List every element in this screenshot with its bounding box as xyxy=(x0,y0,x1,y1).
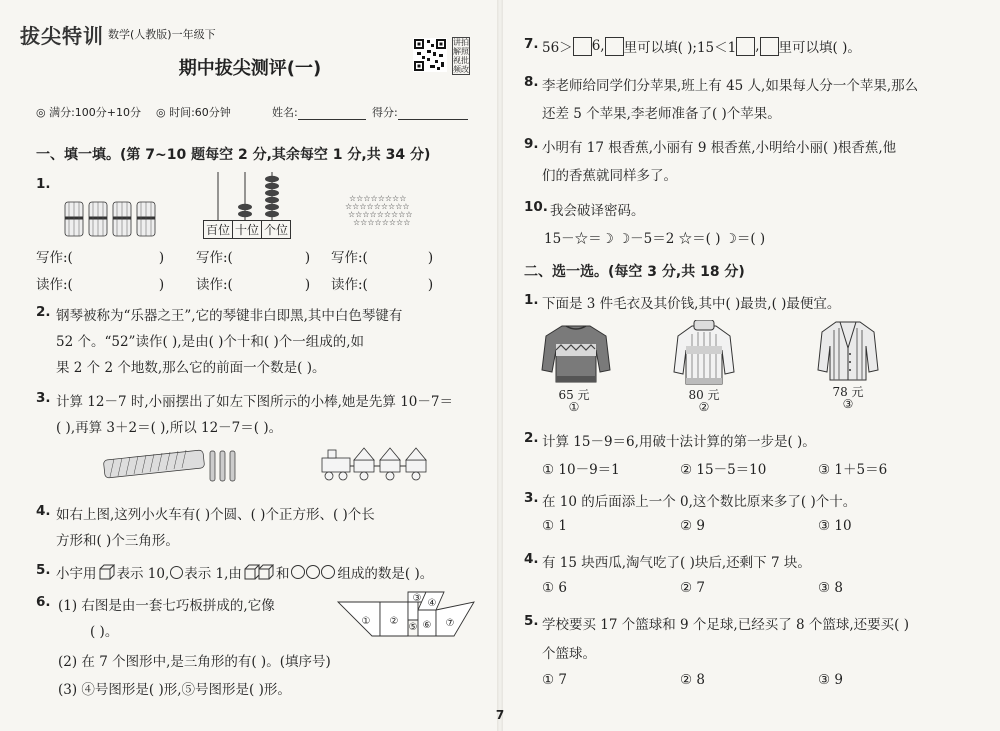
stick-bundles-image xyxy=(62,200,162,240)
q6-line1: (1) 右图是由一套七巧板拼成的,它像 xyxy=(58,598,275,614)
answer-box xyxy=(760,37,779,56)
time-info: ◎ 时间:60分钟 xyxy=(156,106,231,119)
svg-text:☆☆☆☆☆☆☆☆: ☆☆☆☆☆☆☆☆ xyxy=(349,194,407,203)
s2-q4-line1: 有 15 块西瓜,淘气吃了( )块后,还剩下 7 块。 xyxy=(542,555,811,571)
sticks-image xyxy=(100,447,240,483)
q6-number: 6. xyxy=(36,594,51,610)
score-field[interactable] xyxy=(372,104,468,120)
option-1-label: ① xyxy=(568,400,580,414)
stars-group-image xyxy=(345,192,420,228)
s2-q2-line1: 计算 15－9＝6,用破十法计算的第一步是( )。 xyxy=(542,434,816,450)
tangram-label-3: ③ xyxy=(412,593,422,604)
answer-box xyxy=(736,37,755,56)
q6-line4: (3) ④号图形是( )形,⑤号图形是( )形。 xyxy=(58,682,291,698)
s2-q3-line1: 在 10 的后面添上一个 0,这个数比原来多了( )个十。 xyxy=(542,494,857,510)
q9-line2: 们的香蕉就同样多了。 xyxy=(542,168,677,184)
page-title: 期中拔尖测评(一) xyxy=(178,58,322,79)
s2-q4-number: 4. xyxy=(524,551,539,567)
tangram-label-1: ① xyxy=(361,616,371,627)
section2-heading: 二、选一选。(每空 3 分,共 18 分) xyxy=(524,264,745,280)
right-page xyxy=(500,0,1000,731)
q10-line1: 我会破译密码。 xyxy=(550,203,645,219)
q3-line2: ( ),再算 3＋2＝( ),所以 12－7＝( )。 xyxy=(56,420,283,436)
s2-q5-number: 5. xyxy=(524,613,539,629)
tangram-label-7: ⑦ xyxy=(445,618,455,629)
q1-write-c: 写作:( ) xyxy=(331,250,434,266)
q9-number: 9. xyxy=(524,136,539,152)
q9-line1: 小明有 17 根香蕉,小丽有 9 根香蕉,小明给小丽( )根香蕉,他 xyxy=(542,140,897,156)
price-3: 78 元 xyxy=(832,385,864,399)
three-circles-icon xyxy=(291,565,335,579)
s2-q5-option-2[interactable]: ② 8 xyxy=(680,672,705,688)
name-label: 姓名: xyxy=(272,106,298,119)
s2-q3-number: 3. xyxy=(524,490,539,506)
train-image xyxy=(318,446,436,482)
q6-line2: ( )。 xyxy=(90,624,119,640)
two-cubes-icon xyxy=(244,564,274,580)
s2-q5-line1: 学校要买 17 个篮球和 9 个足球,已经买了 8 个篮球,还要买( ) xyxy=(542,617,910,633)
s2-q5-option-1[interactable]: ① 7 xyxy=(542,672,567,688)
abacus-label-ones: 个位 xyxy=(264,223,289,237)
page-number: 7 xyxy=(495,708,505,722)
section1-heading: 一、填一填。(第 7~10 题每空 2 分,其余每空 1 分,共 34 分) xyxy=(36,147,431,163)
q2-line1: 钢琴被称为“乐器之王”,它的琴键非白即黑,其中白色琴键有 xyxy=(56,308,403,324)
q2-line2: 52 个。“52”读作( ),是由( )个十和( )个一组成的,如 xyxy=(56,334,365,350)
s2-q4-option-1[interactable]: ① 6 xyxy=(542,580,567,596)
s2-q2-number: 2. xyxy=(524,430,539,446)
subject-label: 数学(人教版)一年级下 xyxy=(108,28,216,41)
q5-number: 5. xyxy=(36,562,51,578)
abacus-label-tens: 十位 xyxy=(233,221,262,238)
answer-box xyxy=(573,37,592,56)
q1-number: 1. xyxy=(36,176,51,192)
q4-line2: 方形和( )个三角形。 xyxy=(56,533,179,549)
q1-write-a: 写作:( ) xyxy=(36,250,165,266)
q3-line1: 计算 12－7 时,小丽摆出了如左下图所示的小棒,她是先算 10－7＝ xyxy=(56,394,453,410)
qr-label: 讲拍解照视批频改 xyxy=(453,38,469,74)
score-label: 得分: xyxy=(372,106,398,119)
abacus-label-hundreds: 百位 xyxy=(204,221,233,238)
answer-box xyxy=(605,37,624,56)
s2-q4-option-2[interactable]: ② 7 xyxy=(680,580,705,596)
cube-icon xyxy=(99,564,115,580)
s2-q3-option-2[interactable]: ② 9 xyxy=(680,518,705,534)
q10-line2: 15－☆＝☽ ☽－5＝2 ☆＝( ) ☽＝( ) xyxy=(544,231,766,247)
q10-number: 10. xyxy=(524,199,548,215)
q2-line3: 果 2 个 2 个地数,那么它的前面一个数是( )。 xyxy=(56,360,326,376)
q3-number: 3. xyxy=(36,390,51,406)
svg-text:☆☆☆☆☆☆☆☆☆: ☆☆☆☆☆☆☆☆☆ xyxy=(345,202,410,211)
s2-q1-number: 1. xyxy=(524,292,539,308)
q6-line3: (2) 在 7 个图形中,是三角形的有( )。(填序号) xyxy=(58,654,331,670)
tangram-label-4: ④ xyxy=(427,598,437,609)
q1-read-b: 读作:( ) xyxy=(196,277,311,293)
s2-q5-line2: 个篮球。 xyxy=(542,646,596,662)
s2-q1-line1: 下面是 3 件毛衣及其价钱,其中( )最贵,( )最便宜。 xyxy=(542,296,841,312)
abacus-image xyxy=(200,170,292,220)
abacus-place-labels xyxy=(203,220,291,239)
option-3-label: ③ xyxy=(842,397,854,411)
svg-text:☆☆☆☆☆☆☆☆: ☆☆☆☆☆☆☆☆ xyxy=(353,218,411,227)
option-2-label: ② xyxy=(698,400,710,414)
q8-number: 8. xyxy=(524,74,539,90)
s2-q4-option-3[interactable]: ③ 8 xyxy=(818,580,843,596)
sweater-2-image xyxy=(672,320,736,386)
price-1: 65 元 xyxy=(558,388,590,402)
q8-line1: 李老师给同学们分苹果,班上有 45 人,如果每人分一个苹果,那么 xyxy=(542,78,919,94)
q1-read-c: 读作:( ) xyxy=(331,277,434,293)
q4-line1: 如右上图,这列小火车有( )个圆、( )个正方形、( )个长 xyxy=(56,507,375,523)
tangram-boat-image xyxy=(336,590,476,638)
s2-q5-option-3[interactable]: ③ 9 xyxy=(818,672,843,688)
q4-number: 4. xyxy=(36,503,51,519)
unit-circle-icon xyxy=(170,566,183,579)
q8-line2: 还差 5 个苹果,李老师准备了( )个苹果。 xyxy=(542,106,781,122)
tangram-label-6: ⑥ xyxy=(422,620,432,631)
price-2: 80 元 xyxy=(688,388,720,402)
svg-text:☆☆☆☆☆☆☆☆☆: ☆☆☆☆☆☆☆☆☆ xyxy=(348,210,413,219)
sweater-3-image xyxy=(816,318,880,382)
s2-q3-option-3[interactable]: ③ 10 xyxy=(818,518,852,534)
sweater-1-image xyxy=(540,322,612,384)
q5-line: 小宇用 表示 10, 表示 1,由 和 组成的数是( )。 xyxy=(56,566,434,582)
q1-read-a: 读作:( ) xyxy=(36,277,165,293)
tangram-label-2: ② xyxy=(389,616,399,627)
s2-q3-option-1[interactable]: ① 1 xyxy=(542,518,567,534)
s2-q2-option-1[interactable]: ① 10－9＝1 xyxy=(542,462,620,478)
s2-q2-option-3[interactable]: ③ 1＋5＝6 xyxy=(818,462,888,478)
tangram-label-5: ⑤ xyxy=(408,622,418,633)
s2-q2-option-2[interactable]: ② 15－5＝10 xyxy=(680,462,767,478)
q7-number: 7. xyxy=(524,36,539,52)
q1-write-b: 写作:( ) xyxy=(196,250,311,266)
brand-logo: 拔尖特训 xyxy=(20,24,104,48)
q7-line: 56＞ 6, 里可以填( );15＜1 , 里可以填( )。 xyxy=(542,38,861,56)
q2-number: 2. xyxy=(36,304,51,320)
name-field[interactable] xyxy=(272,104,366,120)
score-info: ◎ 满分:100分+10分 xyxy=(36,106,142,119)
